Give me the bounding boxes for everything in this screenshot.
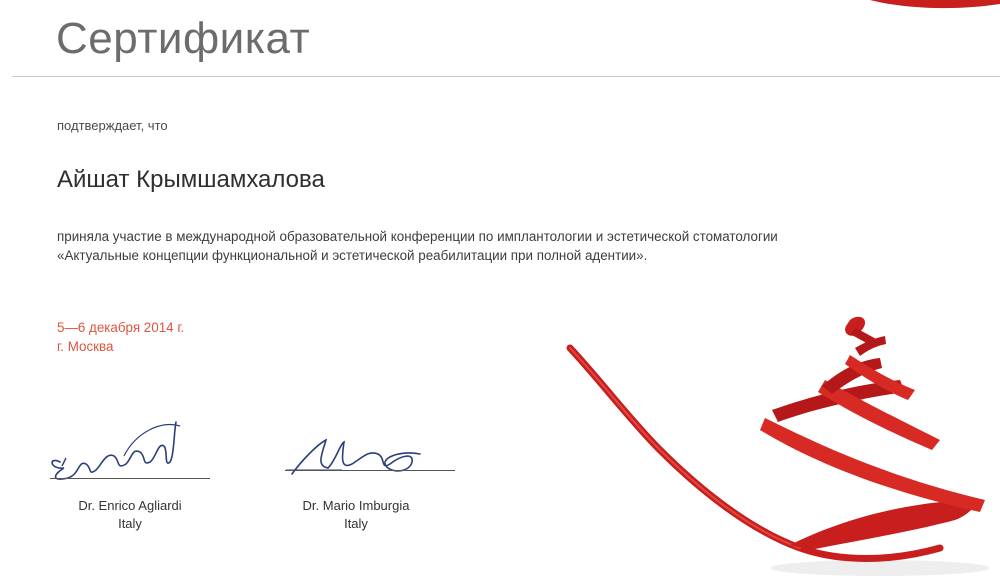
ribbon-tree-icon (560, 300, 1000, 585)
description-line-1: приняла участие в международной образовательной конференции по имплантологии и эстетической стоматологии (57, 229, 778, 244)
signatory-agliardi (40, 497, 220, 533)
signatory-name: Dr. Mario Imburgia (302, 498, 410, 513)
signature-imburgia-image (282, 430, 452, 480)
signatory-country: Italy (344, 516, 368, 531)
signatory-country: Italy (118, 516, 142, 531)
title-divider (12, 76, 1000, 77)
event-city: г. Москва (57, 339, 114, 354)
description-line-2: «Актуальные концепции функциональной и эстетической реабилитации при полной адентии». (57, 248, 648, 263)
event-date-location (57, 318, 184, 356)
event-date: 5—6 декабря 2014 г. (57, 320, 185, 335)
signature-line-agliardi (50, 478, 210, 479)
ribbon-corner-decoration (850, 0, 1000, 12)
description (57, 227, 957, 265)
signatory-imburgia (266, 497, 446, 533)
recipient-name: Айшат Крымшамхалова (57, 166, 325, 193)
signatory-name: Dr. Enrico Agliardi (78, 498, 182, 513)
signature-line-imburgia (285, 470, 455, 471)
certificate-title: Сертификат (56, 14, 311, 63)
signature-agliardi-image (40, 412, 190, 482)
confirm-text: подтверждает, что (57, 118, 168, 133)
